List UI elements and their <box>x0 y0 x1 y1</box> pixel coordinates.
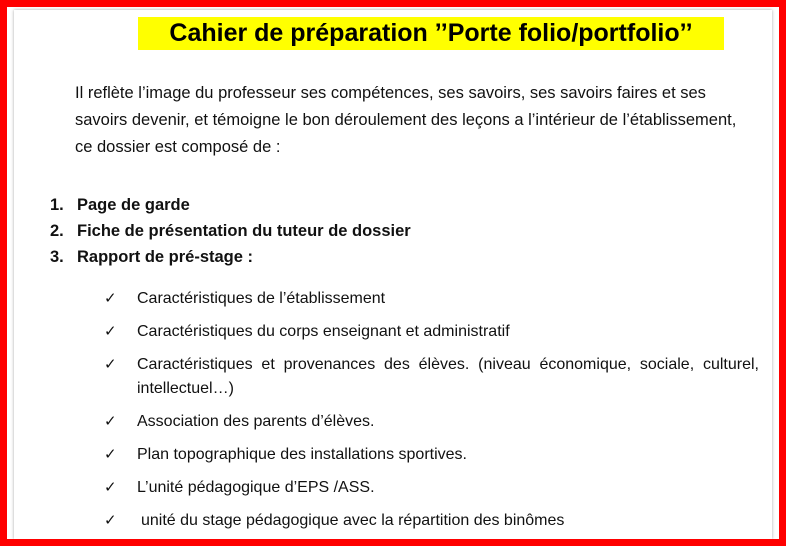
checkmark-icon: ✓ <box>104 479 117 496</box>
item-number: 1. <box>50 196 64 214</box>
checklist-item <box>104 320 759 344</box>
checklist-item <box>104 509 759 533</box>
checklist-item-text: Caractéristiques de l’établissement <box>137 290 386 307</box>
item-label: Rapport de pré-stage : <box>77 248 254 266</box>
checkmark-icon: ✓ <box>104 323 117 340</box>
checklist <box>104 287 759 542</box>
page-title: Cahier de préparation ’’Porte folio/portfolio’’ <box>138 17 724 50</box>
list-item <box>50 192 411 218</box>
item-label: Page de garde <box>77 196 190 214</box>
item-number: 2. <box>50 222 64 240</box>
checklist-item <box>104 353 759 401</box>
checkmark-icon: ✓ <box>104 512 117 529</box>
checklist-item <box>104 443 759 467</box>
list-item <box>50 218 411 244</box>
checkmark-icon: ✓ <box>104 356 117 373</box>
checklist-item <box>104 476 759 500</box>
checklist-item <box>104 410 759 434</box>
checklist-item-text: Plan topographique des installations sportives. <box>137 446 467 463</box>
checklist-item-text: unité du stage pédagogique avec la répartition des binômes <box>141 512 565 529</box>
item-number: 3. <box>50 248 64 266</box>
list-item <box>50 244 411 270</box>
checkmark-icon: ✓ <box>104 446 117 463</box>
checklist-item-text: Caractéristiques du corps enseignant et administratif <box>137 323 510 340</box>
numbered-list <box>50 192 411 270</box>
checklist-item-text: L’unité pédagogique d’EPS /ASS. <box>137 479 375 496</box>
intro-paragraph: Il reflète l’image du professeur ses compétences, ses savoirs, ses savoirs faires et ses savoirs devenir, et témoigne le bon déroulement des leçons a l’intérieur de l’établissement, ce dossier est composé de : <box>75 84 737 156</box>
item-label: Fiche de présentation du tuteur de dossier <box>77 222 411 240</box>
checkmark-icon: ✓ <box>104 413 117 430</box>
checklist-item-text: Caractéristiques et provenances des élèves. (niveau économique, sociale, culturel, intellectuel…) <box>137 356 759 397</box>
checkmark-icon: ✓ <box>104 290 117 307</box>
checklist-item <box>104 287 759 311</box>
checklist-item-text: Association des parents d’élèves. <box>137 413 375 430</box>
document-page <box>14 10 772 539</box>
